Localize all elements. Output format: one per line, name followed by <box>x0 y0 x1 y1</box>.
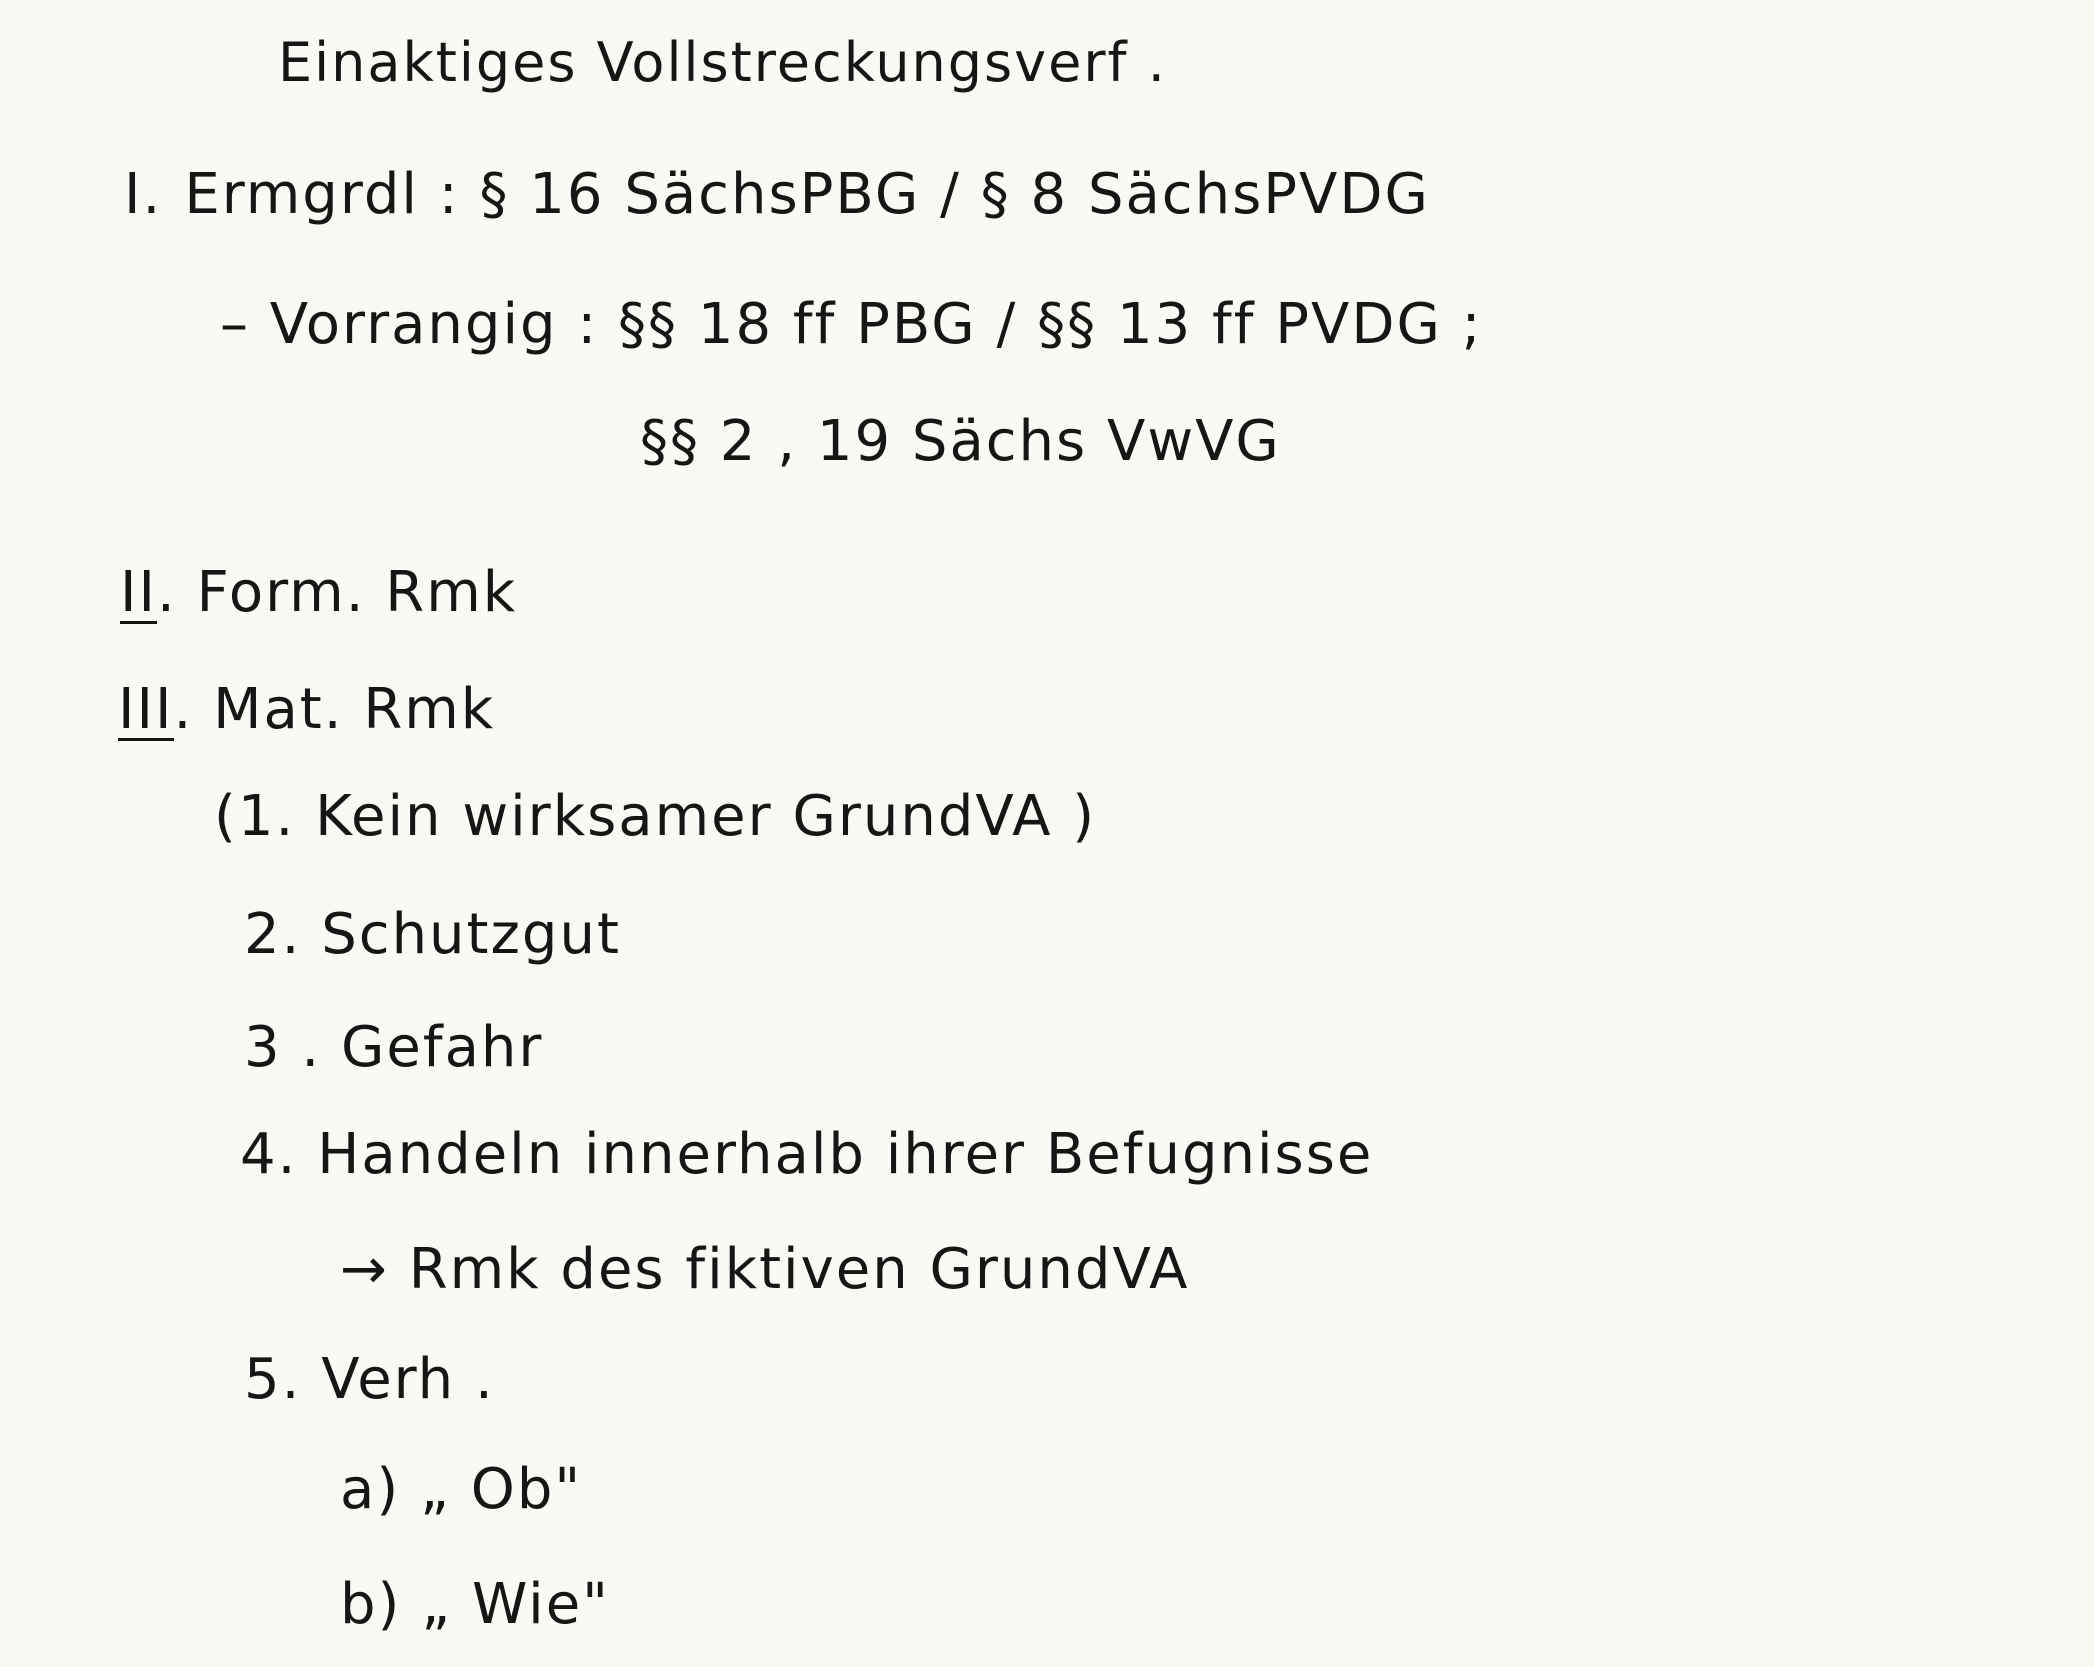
section-1-numeral: I. <box>124 162 163 227</box>
list-item: 4. Handeln innerhalb ihrer Befugnisse <box>240 1122 1374 1187</box>
sub-list-item: a) „ Ob" <box>340 1457 583 1522</box>
section-1-text: Ermgrdl : § 16 SächsPBG / § 8 SächsPVDG <box>184 162 1430 227</box>
list-item: 5. Verh . <box>244 1347 495 1412</box>
section-2-formal <box>120 558 517 628</box>
section-2-text: . Form. Rmk <box>157 560 518 625</box>
list-item-arrow-note: → Rmk des fiktiven GrundVA <box>340 1237 1190 1302</box>
section-3-numeral: III <box>118 677 174 742</box>
section-1-legal-basis <box>124 160 1430 230</box>
section-3-text: . Mat. Rmk <box>173 677 496 742</box>
list-item: (1. Kein wirksamer GrundVA ) <box>214 784 1097 849</box>
section-2-numeral: II <box>120 560 158 625</box>
section-1-priority-line-2: §§ 2 , 19 Sächs VwVG <box>640 409 1281 474</box>
section-3-material <box>118 675 495 745</box>
sub-list-item: b) „ Wie" <box>340 1572 610 1637</box>
list-item: 3 . Gefahr <box>244 1015 544 1080</box>
notes-title: Einaktiges Vollstreckungsverf . <box>278 31 1167 94</box>
list-item: 2. Schutzgut <box>244 902 621 967</box>
section-1-priority-line-1: – Vorrangig : §§ 18 ff PBG / §§ 13 ff PVDG ; <box>220 292 1483 357</box>
